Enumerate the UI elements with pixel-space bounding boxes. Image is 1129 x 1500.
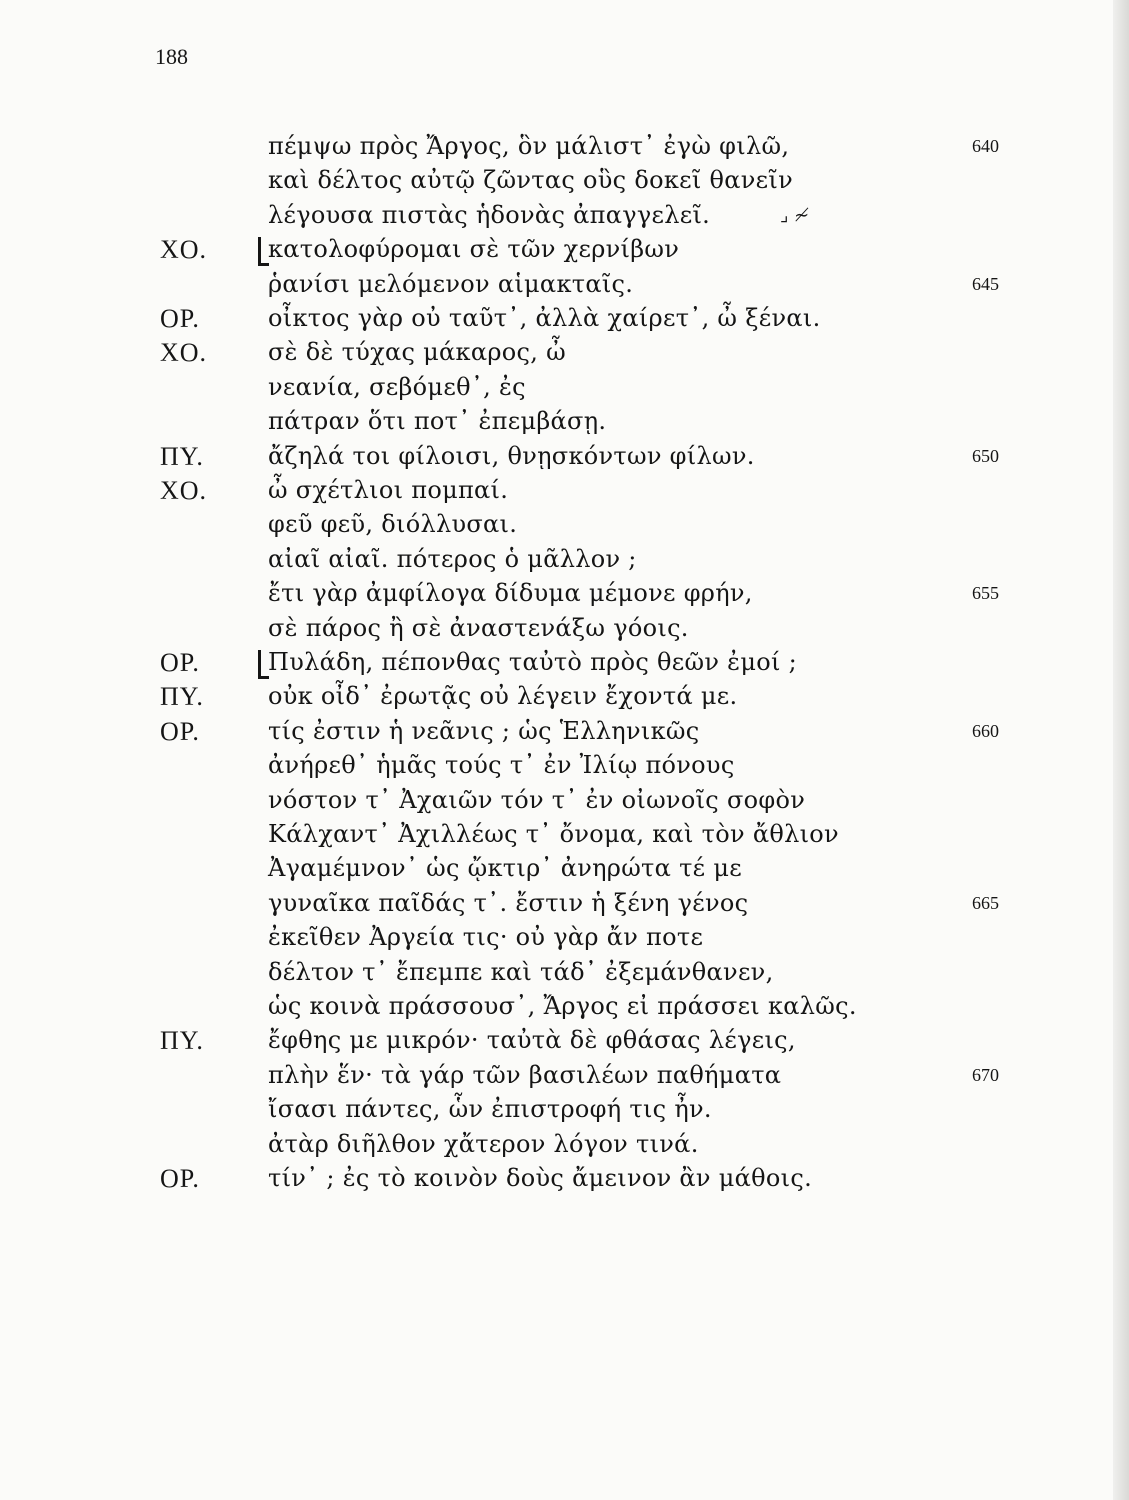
verse-text: ἴσασι πάντες, ὧν ἐπιστροφή τις ἦν. (268, 1095, 712, 1123)
handwritten-end-mark-icon: ⌟ ≁ (780, 205, 810, 226)
verse-line (0, 476, 1129, 510)
verse-text: ὡς κοινὰ πράσσουσ᾽, Ἄργος εἰ πράσσει καλῶς. (268, 992, 857, 1020)
verse-line (0, 201, 1129, 235)
verse-text: ὦ σχέτλιοι πομπαί. (268, 476, 509, 504)
verse-text: ἀνήρεθ᾽ ἡμᾶς τούς τ᾽ ἐν Ἰλίῳ πόνους (268, 751, 735, 779)
line-number: 645 (972, 274, 999, 294)
verse-text: φεῦ φεῦ, διόλλυσαι. (268, 510, 518, 538)
verse-line (0, 682, 1129, 716)
verse-text: λέγουσα πιστὰς ἡδονὰς ἀπαγγελεῖ. (268, 201, 711, 229)
speaker-label: ΠΥ. (160, 682, 204, 711)
verse-text: οἶκτος γὰρ οὐ ταῦτ᾽, ἀλλὰ χαίρετ᾽, ὦ ξέναι. (268, 304, 821, 332)
verse-line (0, 442, 1129, 476)
line-number: 640 (972, 136, 999, 156)
verse-line (0, 717, 1129, 751)
verse-text: σὲ δὲ τύχας μάκαρος, ὦ (268, 338, 566, 366)
verse-text: ἄζηλά τοι φίλοισι, θνῃσκόντων φίλων. (268, 442, 755, 470)
verse-line (0, 958, 1129, 992)
verse-line (0, 304, 1129, 338)
verse-text: ἔφθης με μικρόν· ταὐτὰ δὲ φθάσας λέγεις, (268, 1026, 796, 1054)
verse-text: καὶ δέλτος αὐτῷ ζῶντας οὓς δοκεῖ θανεῖν (268, 166, 793, 194)
verse-line (0, 923, 1129, 957)
page-number: 188 (155, 44, 188, 69)
speaker-label: ΠΥ. (160, 442, 204, 471)
verse-line (0, 1130, 1129, 1164)
verse-line (0, 854, 1129, 888)
verse-line (0, 820, 1129, 854)
verse-line (0, 786, 1129, 820)
speaker-label: ΟΡ. (160, 304, 200, 333)
verse-line (0, 235, 1129, 269)
verse-line (0, 1164, 1129, 1198)
verse-text: τίς ἐστιν ἡ νεᾶνις ; ὡς Ἑλληνικῶς (268, 717, 700, 745)
verse-text: ἐκεῖθεν Ἀργεία τις· οὐ γὰρ ἄν ποτε (268, 923, 704, 951)
verse-text: πλὴν ἕν· τὰ γάρ τῶν βασιλέων παθήματα (268, 1061, 782, 1089)
verse-line (0, 132, 1129, 166)
verse-text: νόστον τ᾽ Ἀχαιῶν τόν τ᾽ ἐν οἰωνοῖς σοφὸν (268, 786, 806, 814)
verse-text: σὲ πάρος ἢ σὲ ἀναστενάξω γόοις. (268, 614, 689, 642)
verse-line (0, 992, 1129, 1026)
verse-text: ἀτὰρ διῆλθον χἄτερον λόγον τινά. (268, 1130, 699, 1158)
verse-text: Ἀγαμέμνον᾽ ὡς ᾤκτιρ᾽ ἀνηρώτα τέ με (268, 854, 742, 882)
line-number: 650 (972, 446, 999, 466)
verse-text: ῥανίσι μελόμενον αἱμακταῖς. (268, 270, 634, 298)
speaker-label: ΟΡ. (160, 648, 200, 677)
verse-line (0, 751, 1129, 785)
verse-line (0, 545, 1129, 579)
speaker-label: ΟΡ. (160, 717, 200, 746)
verse-text: Κάλχαντ᾽ Ἀχιλλέως τ᾽ ὄνομα, καὶ τὸν ἄθλιον (268, 820, 839, 848)
verse-line (0, 889, 1129, 923)
line-number: 665 (972, 893, 999, 913)
verse-line (0, 1095, 1129, 1129)
verse-text: οὐκ οἶδ᾽ ἐρωτᾷς οὐ λέγειν ἔχοντά με. (268, 682, 738, 710)
verse-text: τίν᾽ ; ἐς τὸ κοινὸν δοὺς ἄμεινον ἂν μάθοις. (268, 1164, 813, 1192)
verse-line (0, 270, 1129, 304)
line-number: 655 (972, 583, 999, 603)
verse-line (0, 614, 1129, 648)
speaker-label: ΧΟ. (160, 235, 208, 264)
verse-line (0, 579, 1129, 613)
verse-line (0, 1061, 1129, 1095)
verse-text: αἰαῖ αἰαῖ. πότερος ὁ μᾶλλον ; (268, 545, 637, 573)
line-number: 670 (972, 1065, 999, 1085)
speaker-label: ΟΡ. (160, 1164, 200, 1193)
verse-line (0, 338, 1129, 372)
speaker-label: ΧΟ. (160, 476, 208, 505)
speaker-label: ΧΟ. (160, 338, 208, 367)
line-number: 660 (972, 721, 999, 741)
verse-text: πάτραν ὅτι ποτ᾽ ἐπεμβάσῃ. (268, 407, 607, 435)
verse-text: γυναῖκα παῖδάς τ᾽. ἔστιν ἡ ξένη γένος (268, 889, 749, 917)
verse-line (0, 648, 1129, 682)
verse-line (0, 373, 1129, 407)
verse-line (0, 407, 1129, 441)
verse-text: Πυλάδη, πέπονθας ταὐτὸ πρὸς θεῶν ἐμοί ; (268, 648, 798, 676)
verse-text: πέμψω πρὸς Ἄργος, ὃν μάλιστ᾽ ἐγὼ φιλῶ, (268, 132, 790, 160)
verse-text: ἔτι γὰρ ἀμφίλογα δίδυμα μέμονε φρήν, (268, 579, 753, 607)
verse-line (0, 510, 1129, 544)
verse-text: δέλτον τ᾽ ἔπεμπε καὶ τάδ᾽ ἐξεμάνθανεν, (268, 958, 774, 986)
verse-text: νεανία, σεβόμεθ᾽, ἐς (268, 373, 526, 401)
verse-line (0, 166, 1129, 200)
verse-line (0, 1026, 1129, 1060)
speaker-label: ΠΥ. (160, 1026, 204, 1055)
verse-text: κατολοφύρομαι σὲ τῶν χερνίβων (268, 235, 680, 263)
